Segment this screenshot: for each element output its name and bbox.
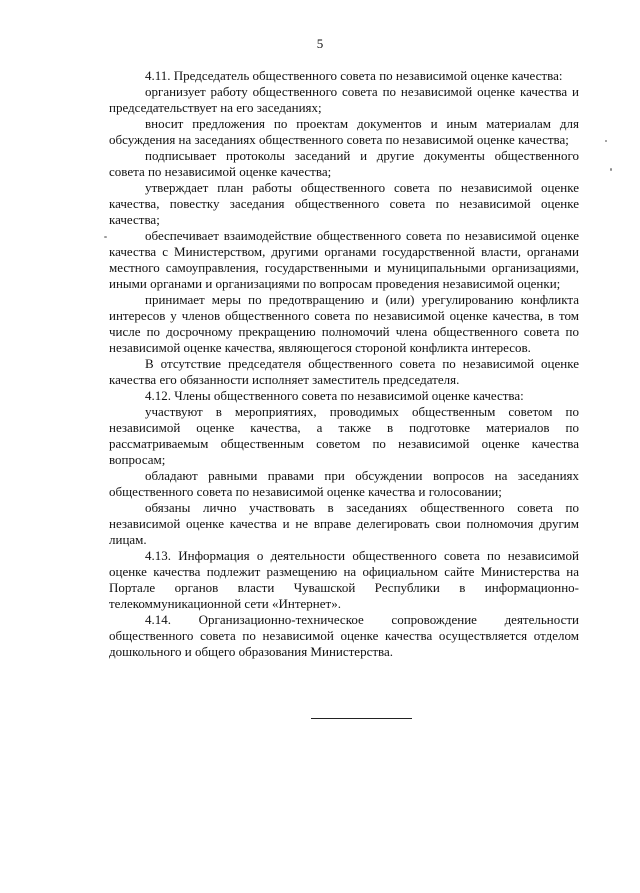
- scan-speck: [605, 140, 607, 142]
- paragraph-4-14: 4.14. Организационно-техническое сопровождение деятельности общественного совета по независимой оценке качества осуществляется отделом дошкольного и общего образования Министерства.: [109, 612, 579, 659]
- paragraph-4-13: 4.13. Информация о деятельности общественного совета по независимой оценке качества подлежит размещению на официальном сайте Министерства на Портале органов власти Чувашской Республики в информационно-телекоммуникационной сети «Интернет».: [109, 548, 579, 611]
- paragraph-equal-rights: обладают равными правами при обсуждении вопросов на заседаниях общественного совета по независимой оценке качества и голосовании;: [109, 468, 579, 499]
- paragraph-ensures-interaction: обеспечивает взаимодействие общественного совета по независимой оценке качества с Министерством, другими органами государственной власти, органами местного самоуправления, государственными и муниципальными организациями, иными органами и организациями по вопросам проведения независимой оценки;: [109, 228, 579, 291]
- paragraph-personal-participation: обязаны лично участвовать в заседаниях общественного совета по независимой оценке качества и не вправе делегировать свои полномочия другим лицам.: [109, 500, 579, 547]
- paragraph-signs-protocols: подписывает протоколы заседаний и другие документы общественного совета по независимой оценке качества;: [109, 148, 579, 179]
- paragraph-4-11-heading: 4.11. Председатель общественного совета по независимой оценке качества:: [145, 68, 563, 83]
- paragraph-approves-plan: утверждает план работы общественного совета по независимой оценке качества, повестку заседания общественного совета по независимой оценке качества;: [109, 180, 579, 227]
- paragraph-participate-events: участвуют в мероприятиях, проводимых общественным советом по независимой оценке качества, а также в подготовке материалов по рассматриваемым общественным советом по независимой оценке качества вопросам;: [109, 404, 579, 467]
- paragraph-deputy-chair: В отсутствие председателя общественного совета по независимой оценке качества его обязанности исполняет заместитель председателя.: [109, 356, 579, 387]
- closing-rule: [311, 718, 412, 719]
- paragraph-4-12-heading: 4.12. Члены общественного совета по независимой оценке качества:: [145, 388, 524, 403]
- document-body: [109, 68, 579, 660]
- scan-speck: [610, 168, 612, 171]
- paragraph-organizes-work: организует работу общественного совета по независимой оценке качества и председательствует на его заседаниях;: [109, 84, 579, 115]
- paragraph-conflict-of-interest: принимает меры по предотвращению и (или) урегулированию конфликта интересов у членов общественного совета по независимой оценке качества, в том числе по досрочному прекращению полномочий члена общественного совета по независимой оценке качества, являющегося стороной конфликта интересов.: [109, 292, 579, 355]
- paragraph-submits-proposals: вносит предложения по проектам документов и иным материалам для обсуждения на заседаниях общественного совета по независимой оценке качества;: [109, 116, 579, 147]
- page-number: 5: [316, 36, 324, 51]
- scan-speck: [104, 236, 107, 238]
